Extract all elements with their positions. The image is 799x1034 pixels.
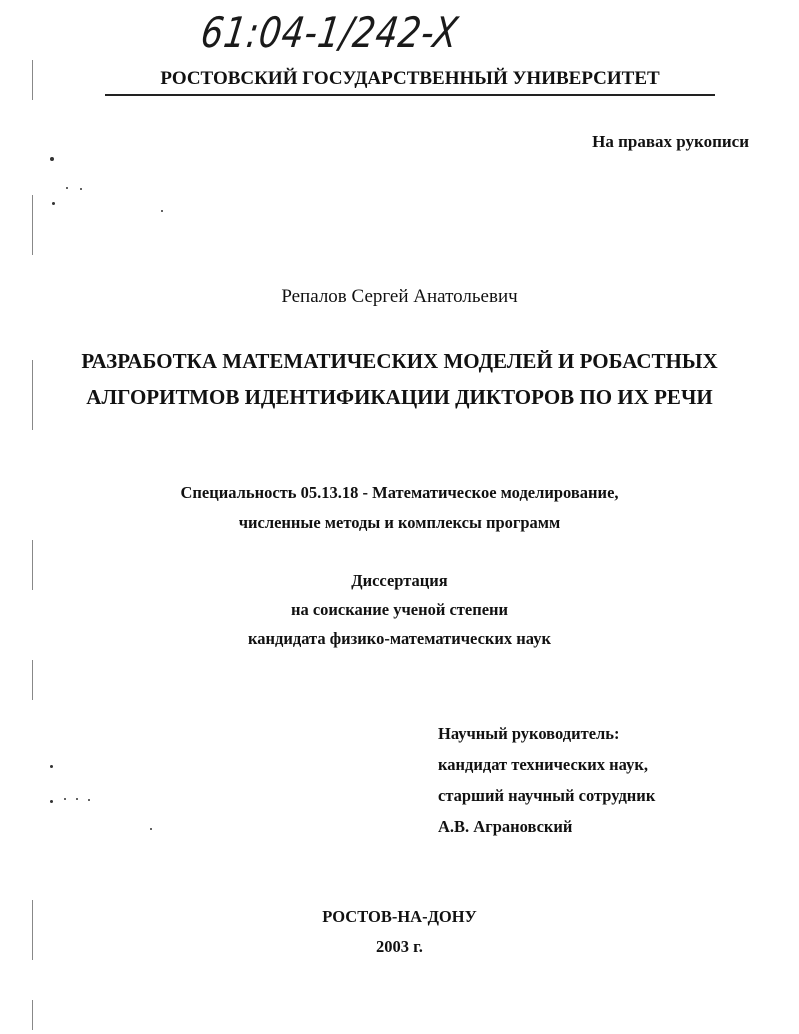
scan-margin-line <box>32 60 33 100</box>
year: 2003 г. <box>376 937 423 956</box>
scan-margin-line <box>32 660 33 700</box>
dissertation-line: кандидата физико-математических наук <box>248 629 551 648</box>
scan-speck <box>161 210 163 212</box>
thesis-title-line: РАЗРАБОТКА МАТЕМАТИЧЕСКИХ МОДЕЛЕЙ И РОБАСТНЫХ <box>81 349 718 373</box>
specialty <box>0 478 799 538</box>
rights-note: На правах рукописи <box>592 132 749 151</box>
supervisor-block <box>438 718 655 842</box>
scan-speck <box>50 800 53 803</box>
scan-speck <box>76 798 78 800</box>
supervisor-role: Научный руководитель: <box>438 724 620 743</box>
city: РОСТОВ-НА-ДОНУ <box>322 907 477 926</box>
scan-speck <box>52 202 55 205</box>
dissertation-info <box>0 566 799 653</box>
scan-speck <box>64 798 66 800</box>
scan-speck <box>80 188 82 190</box>
scan-speck <box>66 187 68 189</box>
thesis-title-line: АЛГОРИТМОВ ИДЕНТИФИКАЦИИ ДИКТОРОВ ПО ИХ РЕЧИ <box>86 385 713 409</box>
supervisor-name: А.В. Аграновский <box>438 817 573 836</box>
footer <box>0 902 799 962</box>
specialty-line: численные методы и комплексы программ <box>238 513 561 532</box>
scan-speck <box>88 799 90 801</box>
thesis-title <box>0 343 799 415</box>
handwritten-archive-code: 61:04-1/242-X <box>198 8 462 57</box>
scan-speck <box>50 765 53 768</box>
author-name: Репалов Сергей Анатольевич <box>281 286 518 307</box>
header-rule <box>105 94 715 96</box>
dissertation-line: на соискание ученой степени <box>290 600 509 619</box>
university-name: РОСТОВСКИЙ ГОСУДАРСТВЕННЫЙ УНИВЕРСИТЕТ <box>160 68 660 89</box>
dissertation-line: Диссертация <box>351 571 448 590</box>
scan-speck <box>150 828 152 830</box>
scan-margin-line <box>32 1000 33 1030</box>
scan-speck <box>50 157 54 161</box>
specialty-line: Специальность 05.13.18 - Математическое моделирование, <box>180 483 619 502</box>
supervisor-position: старший научный сотрудник <box>438 786 656 805</box>
supervisor-degree: кандидат технических наук, <box>438 755 648 774</box>
scan-margin-line <box>32 195 33 255</box>
